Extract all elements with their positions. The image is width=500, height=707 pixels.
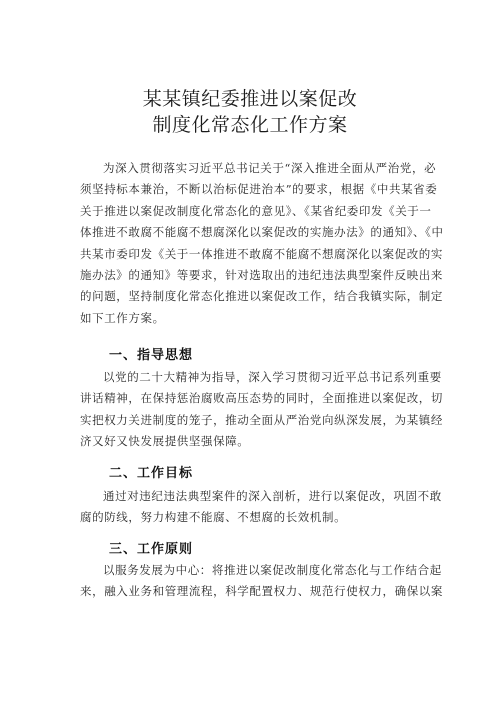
document-title-line2: 制度化常态化工作方案 bbox=[152, 114, 348, 136]
paragraph-line: 如下工作方案。 bbox=[80, 310, 165, 325]
section-heading-work-principles: 三、工作原则 bbox=[109, 542, 194, 557]
paragraph-line: 讲话精神，在保持惩治腐败高压态势的同时，全面推进以案促改，切 bbox=[80, 391, 443, 406]
paragraph-line: 须坚持标本兼治，不断以治标促进治本”的要求，根据《中共某省委 bbox=[80, 182, 438, 197]
section3-paragraph bbox=[80, 560, 443, 603]
paragraph-line: 为深入贯彻落实习近平总书记关于“深入推进全面从严治党，必 bbox=[103, 161, 437, 175]
paragraph-line: 腐的防线，努力构建不能腐、不想腐的长效机制。 bbox=[80, 510, 347, 525]
paragraph-line: 以党的二十大精神为指导，深入学习贯彻习近平总书记系列重要 bbox=[103, 370, 442, 384]
paragraph-line: 以服务发展为中心：将推进以案促改制度化常态化与工作结合起 bbox=[103, 563, 442, 577]
paragraph-line: 来，融入业务和管理流程，科学配置权力、规范行使权力，确保以案 bbox=[80, 584, 443, 599]
document-title-line1: 某某镇纪委推进以案促改 bbox=[142, 88, 358, 110]
section-heading-work-goals: 二、工作目标 bbox=[109, 466, 194, 481]
paragraph-line: 通过对违纪违法典型案件的深入剖析，进行以案促改，巩固不敢 bbox=[103, 489, 442, 503]
section-heading-guiding-ideology: 一、指导思想 bbox=[109, 348, 194, 363]
paragraph-line: 体推进不敢腐不能腐不想腐深化以案促改的实施办法》的通知》、《中 bbox=[80, 225, 444, 240]
paragraph-line: 关于推进以案促改制度化常态化的意见》、《某省纪委印发《关于一 bbox=[80, 203, 432, 218]
intro-paragraph bbox=[80, 158, 444, 329]
paragraph-line: 实把权力关进制度的笼子，推动全面从严治党向纵深发展，为某镇经 bbox=[80, 412, 443, 427]
section2-paragraph bbox=[80, 486, 442, 529]
section1-paragraph bbox=[80, 367, 443, 453]
paragraph-line: 施办法》的通知》等要求，针对选取出的违纪违法典型案件反映出来 bbox=[80, 268, 443, 283]
paragraph-line: 的问题，坚持制度化常态化推进以案促改工作，结合我镇实际，制定 bbox=[80, 289, 443, 304]
paragraph-line: 济又好又快发展提供坚强保障。 bbox=[80, 434, 250, 449]
paragraph-line: 共某市委印发《关于一体推进不敢腐不能腐不想腐深化以案促改的实 bbox=[80, 246, 443, 261]
